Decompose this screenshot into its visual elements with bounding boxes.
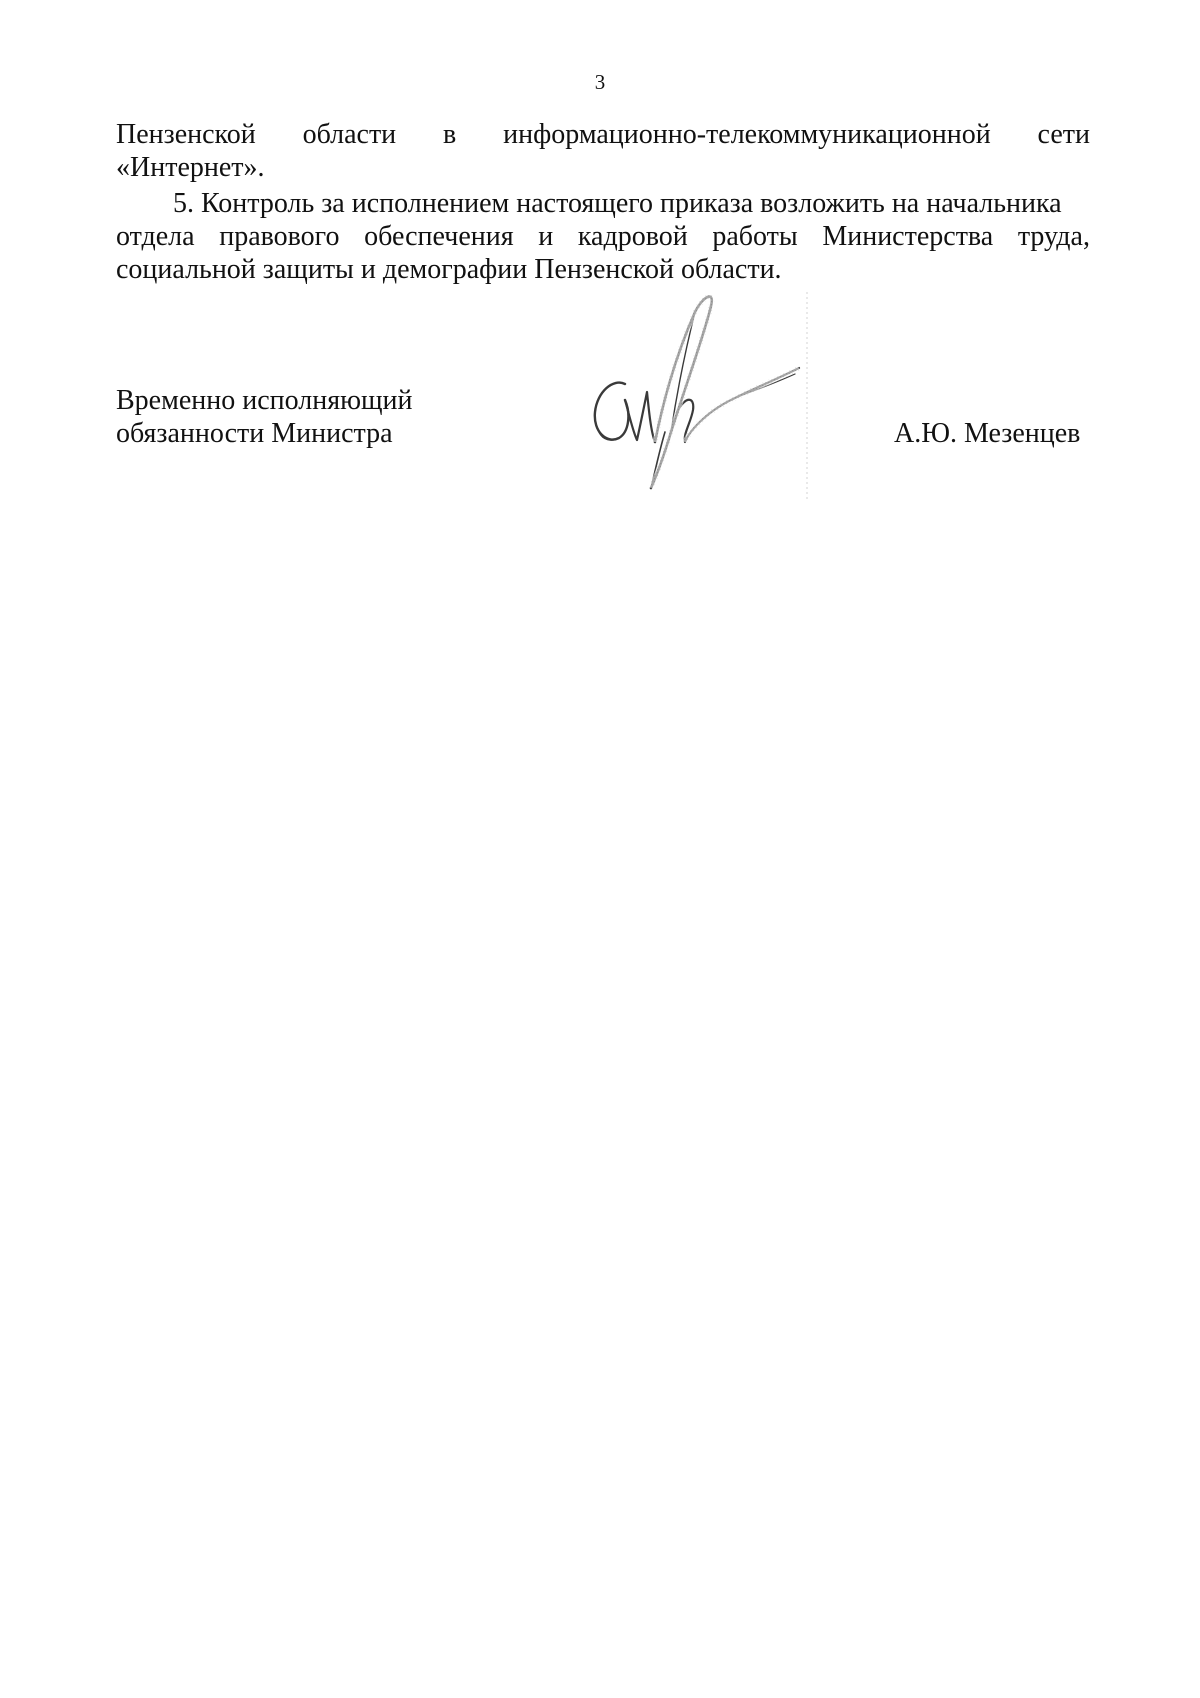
position-line: Временно исполняющий xyxy=(116,385,413,416)
word: области xyxy=(302,119,397,150)
word: Пензенской xyxy=(116,119,256,150)
word: правового xyxy=(219,221,340,252)
position-line: обязанности Министра xyxy=(116,418,393,449)
justified-line xyxy=(116,220,1090,253)
text-line: 5. Контроль за исполнением настоящего приказа возложить на начальника xyxy=(173,188,1062,219)
paragraph-continuation xyxy=(116,118,1090,184)
handwritten-signature-icon xyxy=(585,292,815,512)
word: информационно-телекоммуникационной xyxy=(503,119,991,150)
word: в xyxy=(443,119,457,150)
word: отдела xyxy=(116,221,195,252)
text-line: социальной защиты и демографии Пензенской области. xyxy=(116,254,782,285)
word: Министерства xyxy=(822,221,994,252)
word: работы xyxy=(712,221,798,252)
word: сети xyxy=(1037,119,1090,150)
signer-name: А.Ю. Мезенцев xyxy=(894,418,1081,449)
justified-line xyxy=(116,118,1090,151)
word: и xyxy=(538,221,554,252)
text-line: «Интернет». xyxy=(116,152,265,183)
word: труда, xyxy=(1017,221,1090,252)
page-number: 3 xyxy=(594,70,606,94)
signer-position xyxy=(116,384,413,450)
word: обеспечения xyxy=(364,221,514,252)
word: кадровой xyxy=(577,221,688,252)
paragraph-5 xyxy=(116,187,1090,286)
